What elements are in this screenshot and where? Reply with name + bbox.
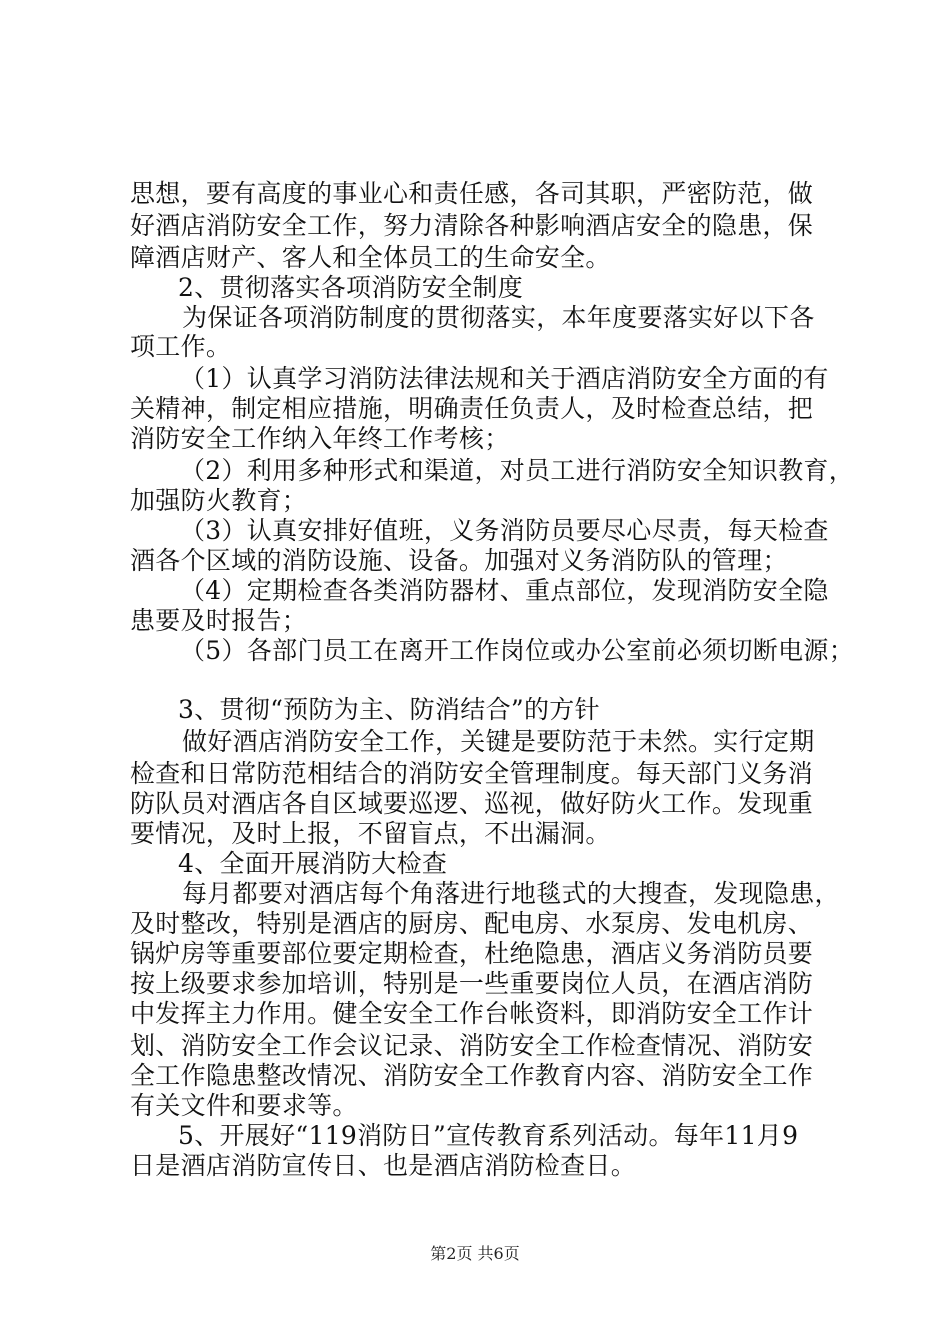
- list-item: （1）认真学习消防法律法规和关于酒店消防安全方面的有: [180, 364, 829, 393]
- text-line: 中发挥主力作用。健全安全工作台帐资料，即消防安全工作计: [130, 999, 814, 1028]
- page-number-footer: 第2页 共6页: [430, 1244, 520, 1263]
- section-heading: 3、贯彻“预防为主、防消结合”的方针: [178, 695, 600, 724]
- text-line: 做好酒店消防安全工作，关键是要防范于未然。实行定期: [182, 727, 815, 756]
- text-line: 加强防火教育；: [130, 486, 308, 515]
- text-line: 日是酒店消防宣传日、也是酒店消防检查日。: [130, 1151, 637, 1180]
- text-line: 划、消防安全工作会议记录、消防安全工作检查情况、消防安: [130, 1031, 814, 1060]
- text-line: 好酒店消防安全工作，努力清除各种影响酒店安全的隐患，保: [130, 211, 814, 240]
- text-line: 防队员对酒店各自区域要巡逻、巡视，做好防火工作。发现重: [130, 789, 814, 818]
- text-line: 关精神，制定相应措施，明确责任负责人，及时检查总结，把: [130, 394, 814, 423]
- section-heading: 2、贯彻落实各项消防安全制度: [178, 273, 524, 302]
- text-line: 为保证各项消防制度的贯彻落实，本年度要落实好以下各: [182, 303, 815, 332]
- text-line: 项工作。: [130, 332, 232, 361]
- list-item: （5）各部门员工在离开工作岗位或办公室前必须切断电源；: [180, 636, 855, 665]
- list-item: （4）定期检查各类消防器材、重点部位，发现消防安全隐: [180, 576, 829, 605]
- text-line: 检查和日常防范相结合的消防安全管理制度。每天部门义务消: [130, 759, 814, 788]
- text-line: 锅炉房等重要部位要定期检查，杜绝隐患，酒店义务消防员要: [130, 939, 814, 968]
- text-line: 按上级要求参加培训，特别是一些重要岗位人员，在酒店消防: [130, 969, 814, 998]
- list-item: （3）认真安排好值班，义务消防员要尽心尽责，每天检查: [180, 516, 829, 545]
- text-line: 思想，要有高度的事业心和责任感，各司其职，严密防范，做: [130, 179, 814, 208]
- text-line: 消防安全工作纳入年终工作考核；: [130, 424, 510, 453]
- text-line: 障酒店财产、客人和全体员工的生命安全。: [130, 243, 611, 272]
- text-line: 每月都要对酒店每个角落进行地毯式的大搜查，发现隐患，: [182, 879, 840, 908]
- list-item: （2）利用多种形式和渠道，对员工进行消防安全知识教育，: [180, 456, 855, 485]
- text-line: 患要及时报告；: [130, 606, 308, 635]
- text-line: 有关文件和要求等。: [130, 1091, 358, 1120]
- section-heading: 5、开展好“119消防日”宣传教育系列活动。每年11月9: [178, 1121, 799, 1150]
- text-line: 全工作隐患整改情况、消防安全工作教育内容、消防安全工作: [130, 1061, 814, 1090]
- text-line: 酒各个区域的消防设施、设备。加强对义务消防队的管理；: [130, 546, 788, 575]
- section-heading: 4、全面开展消防大检查: [178, 849, 448, 878]
- text-line: 要情况，及时上报，不留盲点，不出漏洞。: [130, 819, 611, 848]
- text-line: 及时整改，特别是酒店的厨房、配电房、水泵房、发电机房、: [130, 909, 814, 938]
